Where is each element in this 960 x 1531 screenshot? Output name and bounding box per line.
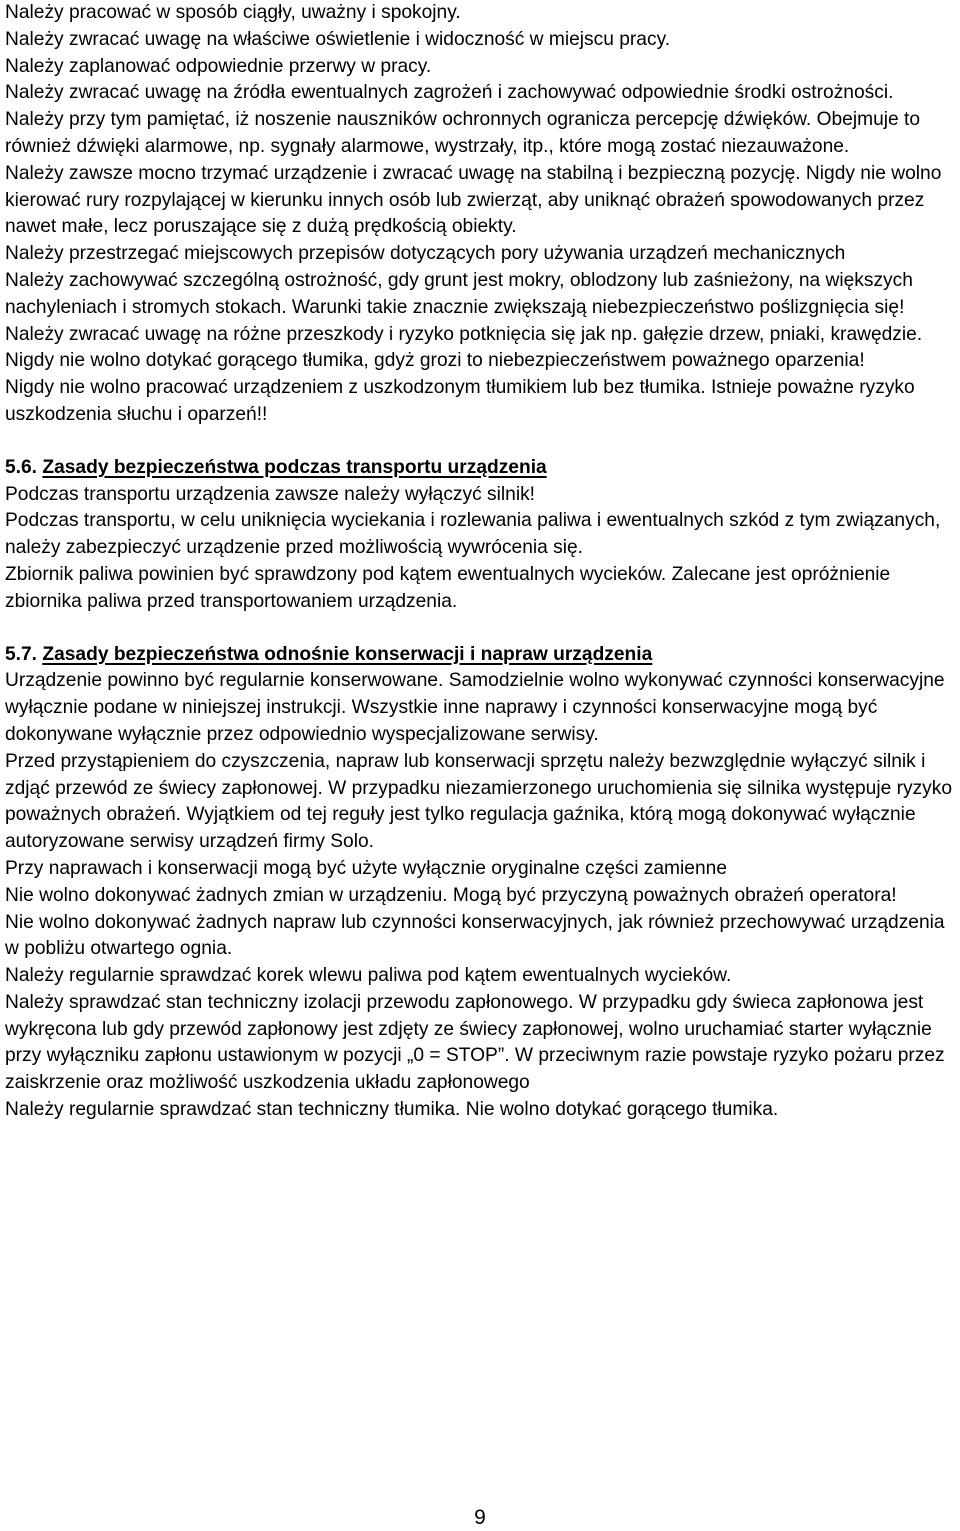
section-title: Zasady bezpieczeństwa podczas transportu urządzenia [42,456,547,478]
paragraph: Należy zawsze mocno trzymać urządzenie i zwracać uwagę na stabilną i bezpieczną pozycję. Nigdy nie wolno kierować rury rozpylającej w kierunku innych osób lub zwierząt, aby uniknąć obrażeń spowodowanych przez nawet małe, lecz poruszające się z dużą prędkością obiekty. [5,162,942,238]
paragraph: Nigdy nie wolno pracować urządzeniem z uszkodzonym tłumikiem lub bez tłumika. Istnieje poważne ryzyko uszkodzenia słuchu i oparzeń!! [5,377,915,425]
page-number: 9 [474,1506,486,1529]
paragraph: Należy zwracać uwagę na różne przeszkody i ryzyko potknięcia się jak np. gałęzie drzew, pniaki, krawędzie. [5,323,923,345]
paragraph: Należy regularnie sprawdzać stan techniczny tłumika. Nie wolno dotykać gorącego tłumika. [5,1099,779,1121]
paragraph: Należy zwracać uwagę na właściwe oświetlenie i widoczność w miejscu pracy. [5,28,671,50]
paragraph: Należy regularnie sprawdzać korek wlewu paliwa pod kątem ewentualnych wycieków. [5,965,732,987]
paragraph: Należy zwracać uwagę na źródła ewentualnych zagrożeń i zachowywać odpowiednie środki ostrożności. Należy przy tym pamiętać, iż noszenie nauszników ochronnych ogranicza percepcję dźwięków. Obejmuje to również dźwięki alarmowe, np. sygnały alarmowe, wystrzały, itp., które mogą zostać niezauważone. [5,82,921,157]
section-number: 5.7. [5,643,38,665]
paragraph: Należy zaplanować odpowiednie przerwy w pracy. [5,55,432,77]
section-heading-5-6 [5,455,955,482]
paragraph: Przy naprawach i konserwacji mogą być użyte wyłącznie oryginalne części zamienne [5,857,727,879]
section-title: Zasady bezpieczeństwa odnośnie konserwacji i napraw urządzenia [42,643,653,665]
section-spacer [5,616,955,642]
paragraph: Podczas transportu, w celu uniknięcia wyciekania i rozlewania paliwa i ewentualnych szkód z tym związanych, należy zabezpieczyć urządzenie przed możliwością wywrócenia się. [5,510,941,559]
paragraph: Należy zachowywać szczególną ostrożność, gdy grunt jest mokry, oblodzony lub zaśnieżony, na większych nachyleniach i stromych stokach. Warunki takie znacznie zwiększają niebezpieczeństwo poślizgnięcia się! [5,269,913,318]
paragraph: Należy sprawdzać stan techniczny izolacji przewodu zapłonowego. W przypadku gdy świeca zapłonowa jest wykręcona lub gdy przewód zapłonowy jest zdjęty ze świecy zapłonowej, wolno uruchamiać starter wyłącznie przy wyłączniku zapłonu ustawionym w pozycji „0 = STOP”. W przeciwnym razie powstaje ryzyko pożaru przez zaiskrzenie oraz możliwość uszkodzenia układu zapłonowego [5,991,945,1094]
section-heading-5-7 [5,642,955,669]
section-number: 5.6. [5,456,38,478]
paragraph: Należy przestrzegać miejscowych przepisów dotyczących pory używania urządzeń mechanicznych [5,243,846,265]
paragraph: Podczas transportu urządzenia zawsze należy wyłączyć silnik! [5,483,536,505]
paragraph: Przed przystąpieniem do czyszczenia, napraw lub konserwacji sprzętu należy bezwzględnie wyłączyć silnik i zdjąć przewód ze świecy zapłonowej. W przypadku niezamierzonego uruchomienia się silnika występuje ryzyko poważnych obrażeń. Wyjątkiem od tej reguły jest tylko regulacja gaźnika, którą mogą dokonywać wyłącznie autoryzowane serwisy urządzeń firmy Solo. [5,750,953,853]
paragraph: Urządzenie powinno być regularnie konserwowane. Samodzielnie wolno wykonywać czynności konserwacyjne wyłącznie podane w niniejszej instrukcji. Wszystkie inne naprawy i czynności konserwacyjne mogą być dokonywane wyłącznie przez odpowiednio wyspecjalizowane serwisy. [5,670,945,745]
paragraph: Należy pracować w sposób ciągły, uważny i spokojny. [5,2,461,23]
paragraph: Nigdy nie wolno dotykać gorącego tłumika, gdyż grozi to niebezpieczeństwem poważnego oparzenia! [5,350,865,372]
paragraph: Zbiornik paliwa powinien być sprawdzony pod kątem ewentualnych wycieków. Zalecane jest opróżnienie zbiornika paliwa przed transportowaniem urządzenia. [5,563,891,612]
section-spacer [5,429,955,455]
paragraph: Nie wolno dokonywać żadnych napraw lub czynności konserwacyjnych, jak również przechowywać urządzenia w pobliżu otwartego ognia. [5,911,945,960]
document-page [5,0,955,1124]
paragraph: Nie wolno dokonywać żadnych zmian w urządzeniu. Mogą być przyczyną poważnych obrażeń operatora! [5,884,897,906]
